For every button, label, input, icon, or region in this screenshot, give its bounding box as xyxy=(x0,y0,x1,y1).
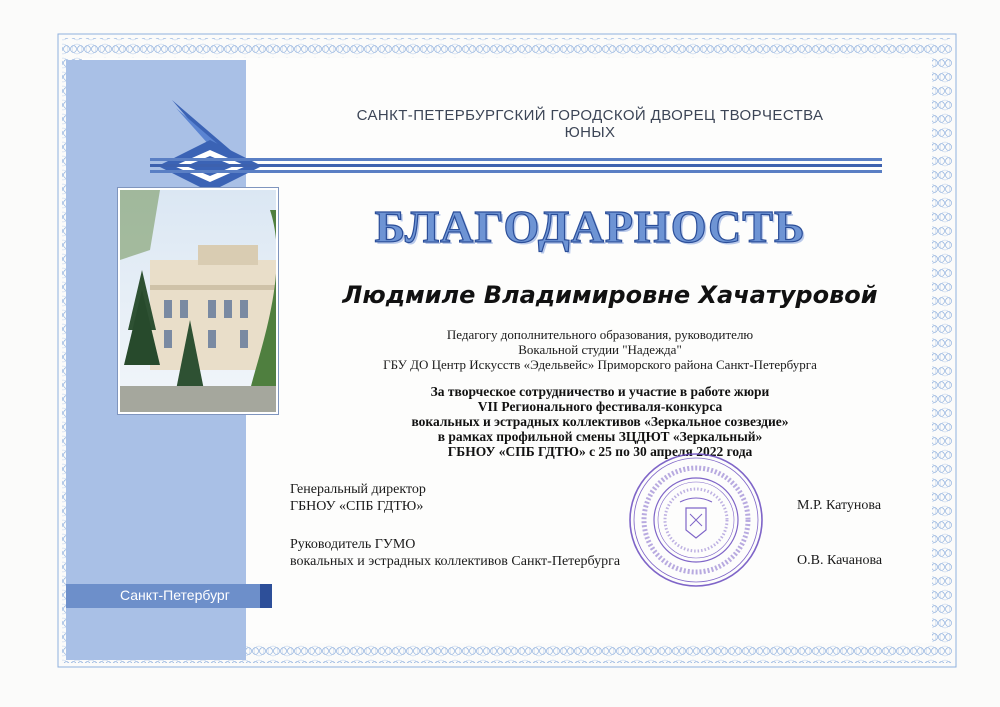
palace-building-photo xyxy=(118,188,278,414)
palace-of-youth-logo-icon xyxy=(150,98,270,198)
signature-role-line: Руководитель ГУМО xyxy=(290,537,416,552)
signature-role-line: Генеральный директор xyxy=(290,482,426,497)
reason-line: ГБНОУ «СПБ ГДТЮ» с 25 по 30 апреля 2022 года xyxy=(447,444,753,459)
header-stripes xyxy=(150,158,882,178)
reason-line: VII Регионального фестиваля-конкурса xyxy=(477,399,723,414)
signature-block-director xyxy=(290,481,426,515)
reason-line: За творческое сотрудничество и участие в работе жюри xyxy=(430,384,770,399)
city-banner-accent xyxy=(260,584,272,608)
signature-block-gumo xyxy=(290,536,620,570)
position-line: Вокальной студии "Надежда" xyxy=(518,342,682,357)
reason-line: вокальных и эстрадных коллективов «Зеркальное созвездие» xyxy=(411,414,789,429)
recipient-name: Людмиле Владимировне Хачатуровой xyxy=(342,281,878,309)
city-label: Санкт-Петербург xyxy=(120,587,230,603)
official-seal-icon xyxy=(596,442,768,592)
signature-role-line: ГБНОУ «СПБ ГДТЮ» xyxy=(290,499,424,514)
document-title: БЛАГОДАРНОСТЬ xyxy=(374,201,806,252)
signature-name-gumo: О.В. Качанова xyxy=(797,553,883,568)
organization-name: САНКТ-ПЕТЕРБУРГСКИЙ ГОРОДСКОЙ ДВОРЕЦ ТВОРЧЕСТВА ЮНЫХ xyxy=(356,107,824,141)
signature-role-line: вокальных и эстрадных коллективов Санкт-Петербурга xyxy=(290,554,621,569)
position-line: Педагогу дополнительного образования, руководителю xyxy=(446,327,754,342)
reason-line: в рамках профильной смены ЗЦДЮТ «Зеркальный» xyxy=(437,429,763,444)
position-line: ГБУ ДО Центр Искусств «Эдельвейс» Приморского района Санкт-Петербурга xyxy=(383,357,817,372)
recipient-position xyxy=(300,327,900,372)
signature-name-director: М.Р. Катунова xyxy=(797,498,882,513)
